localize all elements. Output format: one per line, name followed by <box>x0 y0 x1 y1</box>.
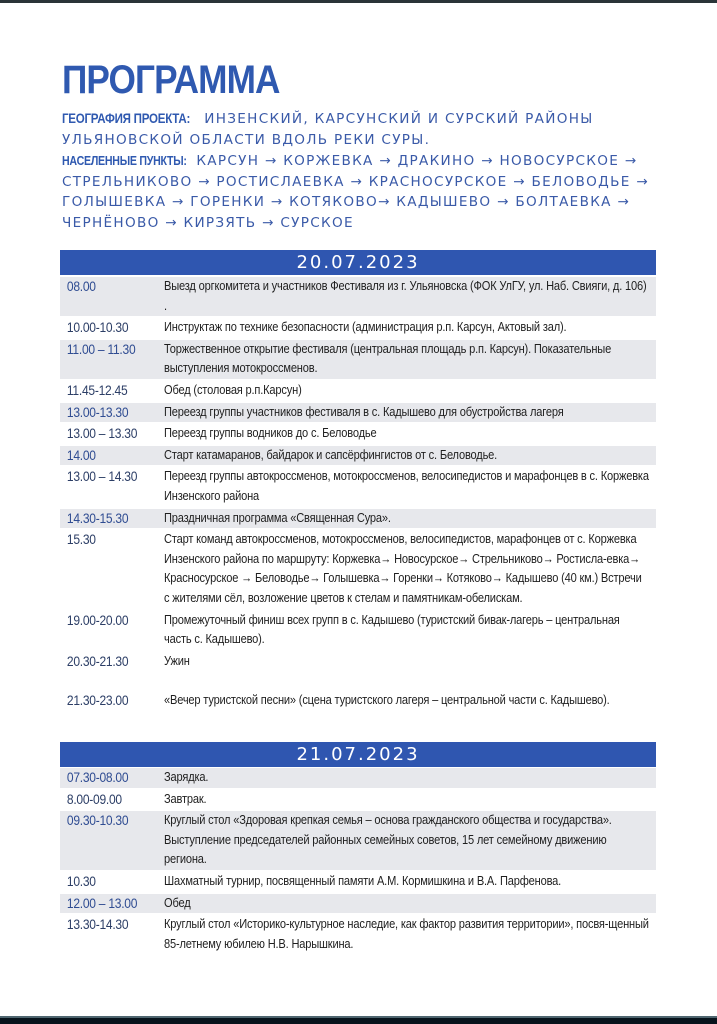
event-time: 10.00-10.30 <box>66 319 129 336</box>
settlements-line <box>62 151 652 233</box>
event-time: 20.30-21.30 <box>66 652 129 669</box>
event-description-text: Круглый стол «Историко-культурное наследие, как фактор развития территории», посвя-щенный 85-летнему юбилею Н.В. Нарышкина. <box>164 917 649 951</box>
event-time: 15.30 <box>66 531 96 548</box>
event-description-text: Торжественное открытие фестиваля (центральная площадь р.п. Карсун). Показательные выступления мотокроссменов. <box>164 341 612 376</box>
event-description <box>164 381 656 401</box>
schedule-row <box>60 611 656 650</box>
event-time: 21.30-23.00 <box>66 692 129 709</box>
schedule-row <box>60 446 656 466</box>
settlements-label: НАСЕЛЕННЫЕ ПУНКТЫ: <box>62 154 187 168</box>
event-description <box>164 894 656 914</box>
event-description-text: Старт катамаранов, байдарок и сапсёрфингистов от с. Беловодье. <box>164 447 498 462</box>
event-description <box>164 652 656 672</box>
geography-text: ИНЗЕНСКИЙ, КАРСУНСКИЙ И СУРСКИЙ РАЙОНЫ УЛЬЯНОВСКОЙ ОБЛАСТИ ВДОЛЬ РЕКИ СУРЫ. <box>62 111 594 148</box>
schedule-day-2 <box>60 768 656 956</box>
event-description-text: «Вечер туристской песни» (сцена туристского лагеря – центральной части с. Кадышево). <box>164 693 610 708</box>
schedule-row <box>60 530 656 608</box>
event-description <box>164 467 656 506</box>
bottom-border <box>0 1018 717 1024</box>
event-time: 07.30-08.00 <box>66 769 129 785</box>
event-description <box>164 530 656 608</box>
event-description <box>164 611 656 650</box>
schedule-row <box>60 768 656 788</box>
page-title: ПРОГРАММА <box>62 58 280 102</box>
event-time: 10.30 <box>66 872 96 889</box>
event-description <box>164 811 656 870</box>
event-description-text: Обед <box>164 895 191 910</box>
schedule-row <box>60 340 656 379</box>
schedule-row <box>60 509 656 529</box>
day-header: 20.07.2023 <box>60 250 656 275</box>
event-description <box>164 872 656 892</box>
event-description <box>164 424 656 444</box>
event-description <box>164 691 656 711</box>
event-time: 19.00-20.00 <box>66 611 129 628</box>
schedule-row <box>60 915 656 954</box>
event-description-text: Переезд группы автокроссменов, мотокроссменов, велосипедистов и марафонцев в с. Коржевка Инзенского района <box>164 469 649 503</box>
geography-label: ГЕОГРАФИЯ ПРОЕКТА: <box>62 111 191 126</box>
event-description <box>164 915 656 954</box>
schedule-row <box>60 467 656 506</box>
event-description-text: Завтрак. <box>164 791 207 806</box>
event-description-text: Праздничная программа «Священная Сура». <box>164 510 391 525</box>
schedule-row <box>60 652 656 672</box>
event-description-text: Инструктаж по технике безопасности (администрация р.п. Карсун, Актовый зал). <box>164 320 567 335</box>
event-time: 13.00-13.30 <box>66 403 129 420</box>
event-time: 09.30-10.30 <box>66 812 129 829</box>
event-time: 14.30-15.30 <box>66 509 129 526</box>
event-description-text: Промежуточный финиш всех групп в с. Кадышево (туристский бивак-лагерь – центральная часть с. Кадышево). <box>164 612 620 647</box>
schedule-row <box>60 277 656 316</box>
event-time: 11.45-12.45 <box>66 381 128 398</box>
event-description-text: Переезд группы водников до с. Беловодье <box>164 426 377 441</box>
settlements-text: КАРСУН → КОРЖЕВКА → ДРАКИНО → НОВОСУРСКОЕ → СТРЕЛЬНИКОВО → РОСТИСЛАЕВКА → КРАСНОСУРСКОЕ → БЕЛОВОДЬЕ → ГОЛЫШЕВКА → ГОРЕНКИ → КОТЯКОВО→ КАДЫШЕВО → БОЛТАЕВКА → ЧЕРНЁНОВО → КИРЗЯТЬ → СУРСКОЕ <box>62 153 649 231</box>
schedule-row <box>60 381 656 401</box>
schedule-row <box>60 424 656 444</box>
schedule-row <box>60 811 656 870</box>
event-description-text: Переезд группы участников фестиваля в с. Кадышево для обустройства лагеря <box>164 404 564 419</box>
schedule-row <box>60 318 656 338</box>
event-description <box>164 318 656 338</box>
event-description <box>164 340 656 379</box>
schedule-day-1 <box>60 277 656 713</box>
event-description-text: Круглый стол «Здоровая крепкая семья – основа гражданского общества и государства». Выступление председателей районных семейных советов, 15 лет семейному движению региона. <box>164 813 612 867</box>
event-time: 13.00 – 13.30 <box>66 425 138 442</box>
schedule-row <box>60 691 656 711</box>
event-description-text: Зарядка. <box>164 770 209 784</box>
intro-block <box>62 109 652 233</box>
event-description-text: Выезд оргкомитета и участников Фестиваля из г. Ульяновска (ФОК УлГУ, ул. Наб. Свияги, д. 106) . <box>164 279 647 313</box>
event-time: 13.00 – 14.30 <box>66 468 138 485</box>
schedule-row <box>60 872 656 892</box>
event-time: 11.00 – 11.30 <box>66 340 136 357</box>
event-description <box>164 277 656 316</box>
event-description-text: Ужин <box>164 653 190 668</box>
event-description <box>164 446 656 466</box>
top-border <box>0 0 717 3</box>
event-description <box>164 509 656 529</box>
schedule-row <box>60 894 656 914</box>
event-time: 14.00 <box>66 446 96 463</box>
event-time: 13.30-14.30 <box>66 916 129 933</box>
geography-line <box>62 109 652 150</box>
event-description <box>164 768 656 788</box>
event-time: 08.00 <box>66 278 96 294</box>
event-time: 8.00-09.00 <box>66 790 122 807</box>
event-description <box>164 790 656 810</box>
schedule-row <box>60 790 656 810</box>
event-description-text: Старт команд автокроссменов, мотокроссменов, велосипедистов, марафонцев от с. Коржевка Инзенского района по маршруту: Коржевка→ Новосурское→ Стрельниково→ Ростисла-евка→ Красносурское → Беловодье→ Голышевка→ Горенки→ Котяково→ Кадышево (40 км.) Встречи с жителями сёл, возложение цветов к стелам и памятникам-обелискам. <box>164 532 642 605</box>
event-time: 12.00 – 13.00 <box>66 894 138 911</box>
event-description <box>164 403 656 423</box>
event-description-text: Шахматный турнир, посвященный памяти А.М. Кормишкина и В.А. Парфенова. <box>164 873 562 888</box>
schedule-row <box>60 403 656 423</box>
day-header: 21.07.2023 <box>60 742 656 767</box>
event-description-text: Обед (столовая р.п.Карсун) <box>164 382 302 397</box>
